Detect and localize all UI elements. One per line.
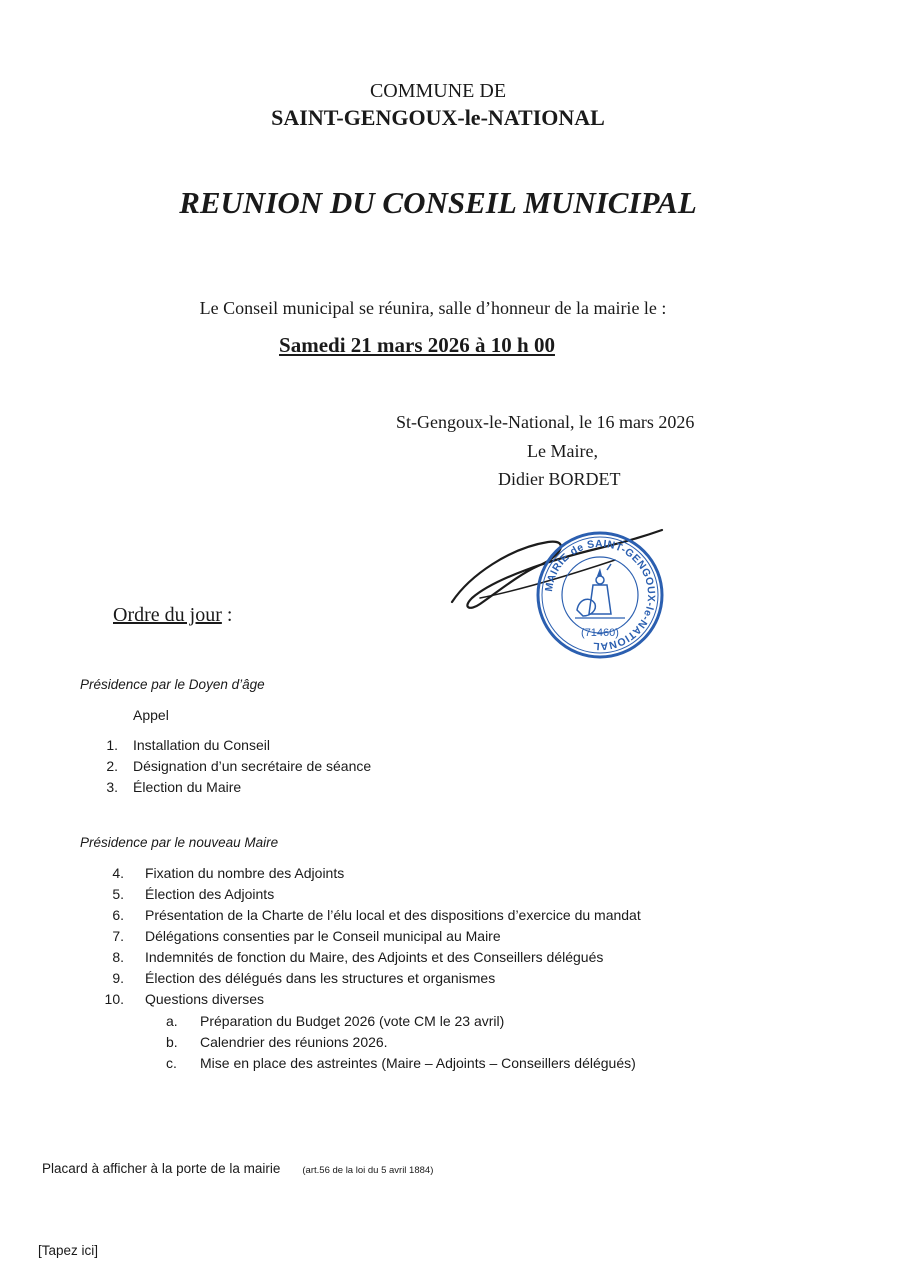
place-date: St-Gengoux-le-National, le 16 mars 2026 — [396, 412, 695, 432]
footer-placeholder[interactable]: [Tapez ici] — [38, 1243, 99, 1258]
section-label-doyen: Présidence par le Doyen d’âge — [80, 677, 265, 692]
subitem-letter: c. — [166, 1055, 177, 1071]
agenda-heading-colon: : — [221, 604, 233, 626]
item-text: Fixation du nombre des Adjoints — [145, 865, 345, 881]
stamp-text: MAIRIE de SAINT-GENGOUX-le-NATIONAL — [542, 537, 658, 653]
footer-notice — [42, 1161, 433, 1176]
sub-list-item — [0, 1013, 900, 1033]
item-number: 7. — [112, 928, 124, 944]
page-title: REUNION DU CONSEIL MUNICIPAL — [179, 185, 697, 220]
mayor-name: Didier BORDET — [498, 469, 621, 489]
mayor-title: Le Maire, — [527, 441, 598, 461]
list-item — [0, 779, 900, 799]
item-number: 9. — [112, 970, 124, 986]
commune-name: SAINT-GENGOUX-le-NATIONAL — [271, 105, 605, 130]
subitem-text: Mise en place des astreintes (Maire – Adjoints – Conseillers délégués) — [200, 1055, 636, 1071]
subitem-letter: b. — [166, 1034, 178, 1050]
item-number: 4. — [112, 865, 124, 881]
sub-list-item — [0, 1055, 900, 1075]
meeting-date: Samedi 21 mars 2026 à 10 h 00 — [279, 333, 555, 357]
mairie-stamp — [535, 530, 665, 660]
item-number: 6. — [112, 907, 124, 923]
item-text: Délégations consenties par le Conseil municipal au Maire — [145, 928, 501, 944]
list-item — [0, 928, 900, 948]
section-label-nouveau-maire: Présidence par le nouveau Maire — [80, 835, 279, 850]
item-number: 8. — [112, 949, 124, 965]
item-text: Élection des délégués dans les structures et organismes — [145, 970, 496, 986]
convocation-intro: Le Conseil municipal se réunira, salle d’honneur de la mairie le : — [199, 298, 667, 318]
item-text: Désignation d’un secrétaire de séance — [133, 758, 372, 774]
item-number: 10. — [104, 991, 124, 1007]
list-item — [0, 737, 900, 757]
list-item — [0, 865, 900, 885]
item-text: Indemnités de fonction du Maire, des Adjoints et des Conseillers délégués — [145, 949, 604, 965]
agenda-heading-label: Ordre du jour — [113, 604, 222, 626]
item-text: Installation du Conseil — [133, 737, 270, 753]
item-number: 5. — [112, 886, 124, 902]
item-text: Présentation de la Charte de l’élu local et des dispositions d’exercice du mandat — [145, 907, 641, 923]
subitem-letter: a. — [166, 1013, 178, 1029]
item-number: 1. — [106, 737, 118, 753]
item-text: Élection des Adjoints — [145, 886, 275, 902]
commune-label: COMMUNE DE — [369, 80, 507, 102]
agenda-preamble: Appel — [133, 707, 169, 723]
sub-list-item — [0, 1034, 900, 1054]
item-number: 3. — [106, 779, 118, 795]
item-text: Élection du Maire — [133, 779, 242, 795]
subitem-text: Préparation du Budget 2026 (vote CM le 23 avril) — [200, 1013, 505, 1029]
list-item — [0, 970, 900, 990]
item-number: 2. — [106, 758, 118, 774]
agenda-heading — [113, 604, 232, 627]
list-item — [0, 758, 900, 778]
item-text: Questions diverses — [145, 991, 265, 1007]
stamp-code: (71460) — [581, 627, 619, 639]
list-item — [0, 991, 900, 1011]
footer-legal-ref: (art.56 de la loi du 5 avril 1884) — [302, 1165, 434, 1176]
list-item — [0, 886, 900, 906]
footer-notice-text: Placard à afficher à la porte de la mairie — [42, 1161, 281, 1176]
subitem-text: Calendrier des réunions 2026. — [200, 1034, 388, 1050]
list-item — [0, 907, 900, 927]
list-item — [0, 949, 900, 969]
